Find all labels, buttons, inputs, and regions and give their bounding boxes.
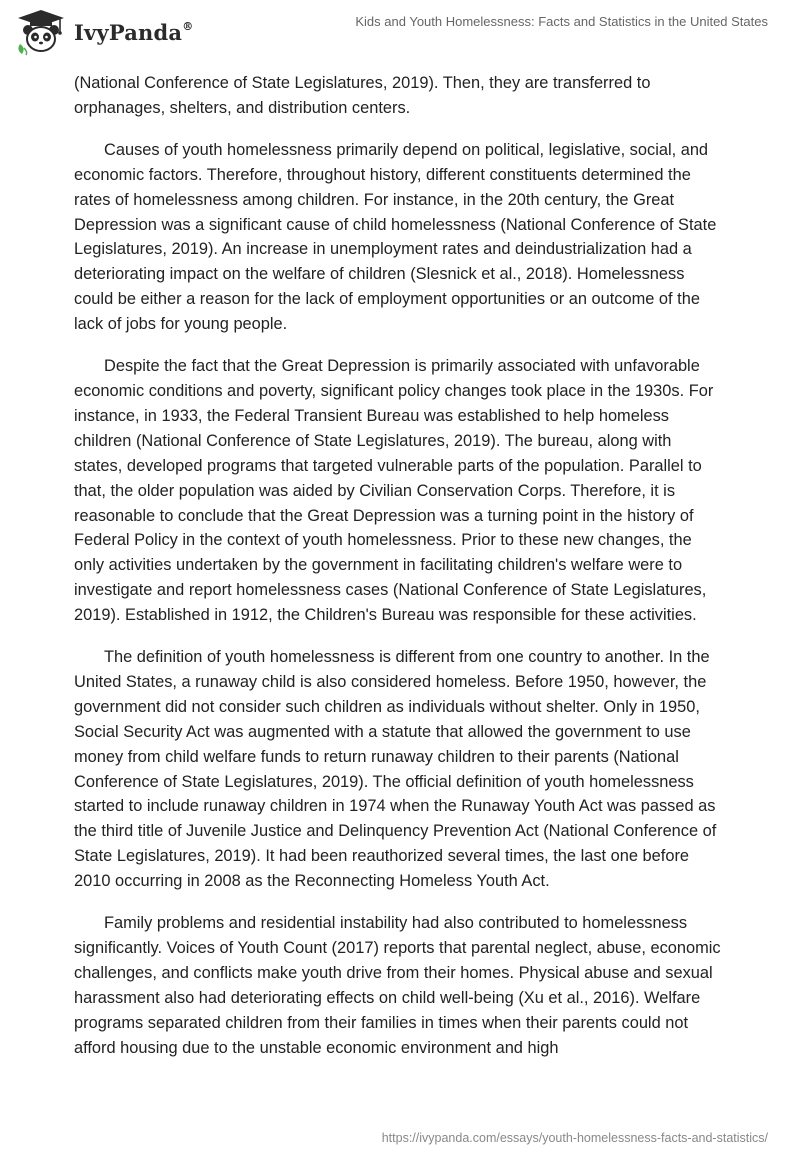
paragraph: Family problems and residential instability had also contributed to homelessness significantly. Voices of Youth Count (2017) reports that parental neglect, abuse, economic challenges, and conflicts make youth drive from their homes. Physical abuse and sexual harassment also had deteriorating effects on child well-being (Xu et al., 2016). Welfare programs separated children from their families in times when their parents could not afford housing due to the unstable economic environment and high xyxy=(74,914,721,1057)
document-title: Kids and Youth Homelessness: Facts and Statistics in the United States xyxy=(355,14,768,29)
paragraph: Despite the fact that the Great Depression is primarily associated with unfavorable economic conditions and poverty, significant policy changes took place in the 1930s. For instance, in 1933, the Federal Transient Bureau was established to help homeless children (National Conference of State Legislatures, 2019). The bureau, along with states, developed programs that targeted vulnerable parts of the population. Parallel to that, the older population was aided by Civilian Conservation Corps. Therefore, it is reasonable to conclude that the Great Depression was a turning point in the history of Federal Policy in the context of youth homelessness. Prior to these new changes, the only activities undertaken by the government in facilitating children's welfare were to investigate and report homelessness cases (National Conference of State Legislatures, 2019). Established in 1912, the Children's Bureau was responsible for these activities. xyxy=(74,357,714,625)
paragraph: Causes of youth homelessness primarily depend on political, legislative, social, and economic factors. Therefore, throughout history, different constituents determined the rates of homelessness among children. For instance, in the 20th century, the Great Depression was a significant cause of child homelessness (National Conference of State Legislatures, 2019). An increase in unemployment rates and deindustrialization had a deteriorating impact on the welfare of children (Slesnick et al., 2018). Homelessness could be either a reason for the lack of employment opportunities or an outcome of the lack of jobs for young people. xyxy=(74,140,717,334)
source-url[interactable]: https://ivypanda.com/essays/youth-homelessness-facts-and-statistics/ xyxy=(381,1131,768,1145)
paragraph: (National Conference of State Legislatures, 2019). Then, they are transferred to orphanages, shelters, and distribution centers. xyxy=(74,74,651,117)
ivypanda-logo[interactable] xyxy=(14,8,193,56)
brand-name: IvyPanda® xyxy=(74,19,194,45)
page-header xyxy=(0,0,800,62)
paragraph: The definition of youth homelessness is different from one country to another. In the United States, a runaway child is also considered homeless. Before 1950, however, the government did not consider such children as individuals without shelter. Only in 1950, Social Security Act was augmented with a statute that allowed the government to use money from child welfare funds to return runaway children to their parents (National Conference of State Legislatures, 2019). The official definition of youth homelessness started to include runaway children in 1974 when the Runaway Youth Act was passed as the third title of Juvenile Justice and Delinquency Prevention Act (National Conference of State Legislatures, 2019). It had been reauthorized several times, the last one before 2010 occurring in 2008 as the Reconnecting Homeless Youth Act. xyxy=(74,648,717,891)
essay-body xyxy=(74,71,724,1078)
panda-graduate-icon xyxy=(14,8,68,56)
registered-mark: ® xyxy=(182,19,194,33)
